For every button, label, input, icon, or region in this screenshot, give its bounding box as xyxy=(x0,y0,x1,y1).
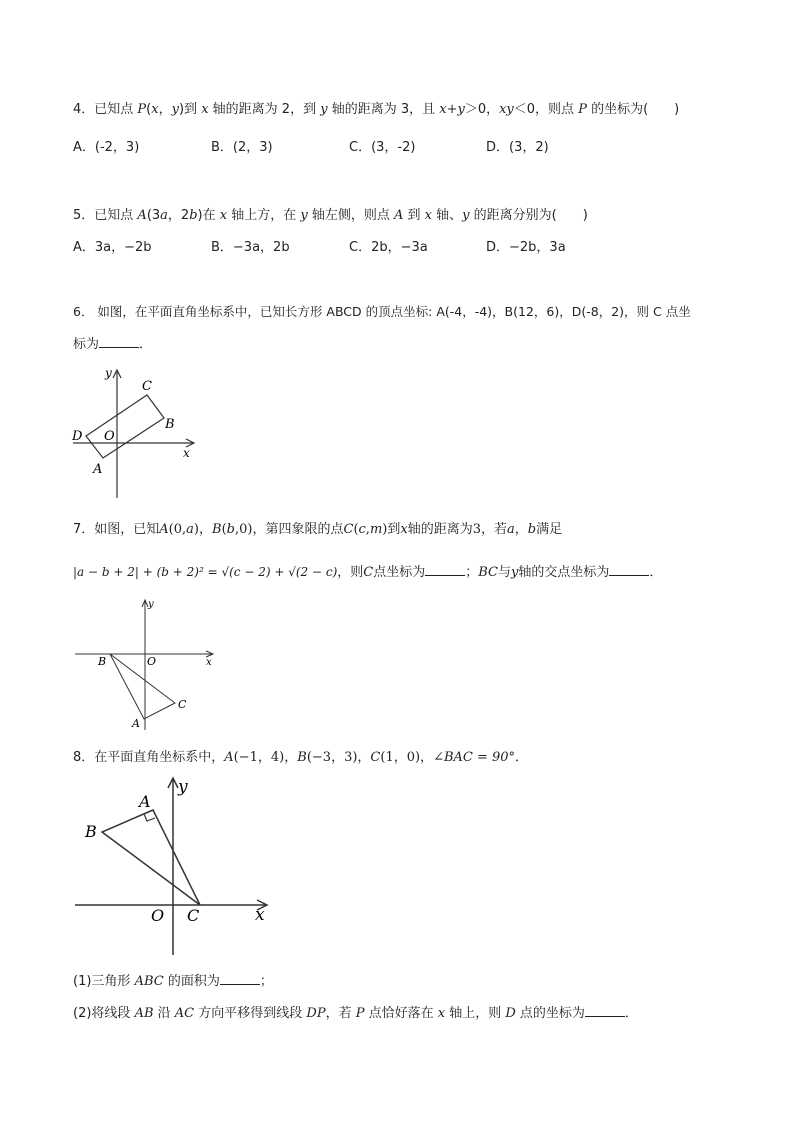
q4-option-c: C．(3，-2) xyxy=(349,140,416,155)
q4-option-b: B．(2，3) xyxy=(211,140,273,155)
q4-option-d: D．(3，2) xyxy=(486,140,549,155)
q8-subquestion-2: (2)将线段 AB 沿 AC 方向平移得到线段 DP，若 P 点恰好落在 x 轴上，则 D 点的坐标为 ． xyxy=(73,1006,638,1021)
q7-stem-line2: |a − b + 2| + (b + 2)² = √(c − 2) + √(2 − c)，则C点坐标为 ；BC与y轴的交点坐标为 ． xyxy=(73,565,663,580)
q8-label-b: B xyxy=(85,822,97,841)
q7-label-b: B xyxy=(98,655,107,668)
q6-label-d: D xyxy=(72,429,83,444)
q8-subquestion-1: (1)三角形 ABC 的面积为 ； xyxy=(73,974,273,989)
q7-stem-line1: 7．如图，已知A(0,a)，B(b,0)，第四象限的点C(c,m)到x轴的距离为3，若a，b满足 xyxy=(73,522,563,537)
q5-option-b: B．−3a，2b xyxy=(211,240,290,255)
q6-label-a: A xyxy=(93,462,103,477)
q5-option-d: D．−2b，3a xyxy=(486,240,566,255)
q4-stem: 4．已知点 P(x，y)到 x 轴的距离为 2，到 y 轴的距离为 3，且 x+y＞0，xy＜0，则点 P 的坐标为( ) xyxy=(73,102,680,117)
q7-equation: |a − b + 2| + (b + 2)² = √(c − 2) + √(2 − c) xyxy=(73,565,338,579)
q6-label-o: O xyxy=(104,429,115,444)
answer-blank xyxy=(609,563,649,576)
answer-blank xyxy=(99,335,139,348)
q7-label-y: y xyxy=(148,599,154,610)
q6-label-x: x xyxy=(183,446,190,460)
q6-label-b: B xyxy=(165,417,175,432)
answer-blank xyxy=(220,972,260,985)
q6-stem-line1: 6． 如图，在平面直角坐标系中，已知长方形 ABCD 的顶点坐标: A(-4，-4)，B(12，6)，D(-8，2)，则 C 点坐 xyxy=(73,304,691,319)
q6-label-y: y xyxy=(105,366,112,380)
q8-figure xyxy=(70,775,270,957)
q8-stem: 8．在平面直角坐标系中，A(−1，4)，B(−3，3)，C(1，0)，∠BAC = 90°． xyxy=(73,750,529,765)
q6-figure xyxy=(70,365,200,500)
q7-label-a: A xyxy=(132,717,140,730)
q8-label-x: x xyxy=(255,905,265,925)
answer-blank xyxy=(585,1004,625,1017)
q8-label-o: O xyxy=(151,906,165,925)
q7-figure xyxy=(70,595,220,735)
q4-option-a: A．(-2，3) xyxy=(73,140,140,155)
q6-stem-line2: 标为 ． xyxy=(73,337,153,352)
q6-label-c: C xyxy=(142,379,152,394)
q7-label-c: C xyxy=(178,698,187,711)
q7-label-o: O xyxy=(147,655,157,668)
q8-label-c: C xyxy=(187,906,200,925)
q5-stem: 5．已知点 A(3a，2b)在 x 轴上方，在 y 轴左侧，则点 A 到 x 轴、y 的距离分别为( ) xyxy=(73,208,588,223)
q7-label-x: x xyxy=(206,657,212,668)
q8-label-y: y xyxy=(178,777,188,797)
q5-option-a: A．3a，−2b xyxy=(73,240,152,255)
q5-option-c: C．2b，−3a xyxy=(349,240,428,255)
answer-blank xyxy=(425,563,465,576)
q8-label-a: A xyxy=(139,792,151,811)
